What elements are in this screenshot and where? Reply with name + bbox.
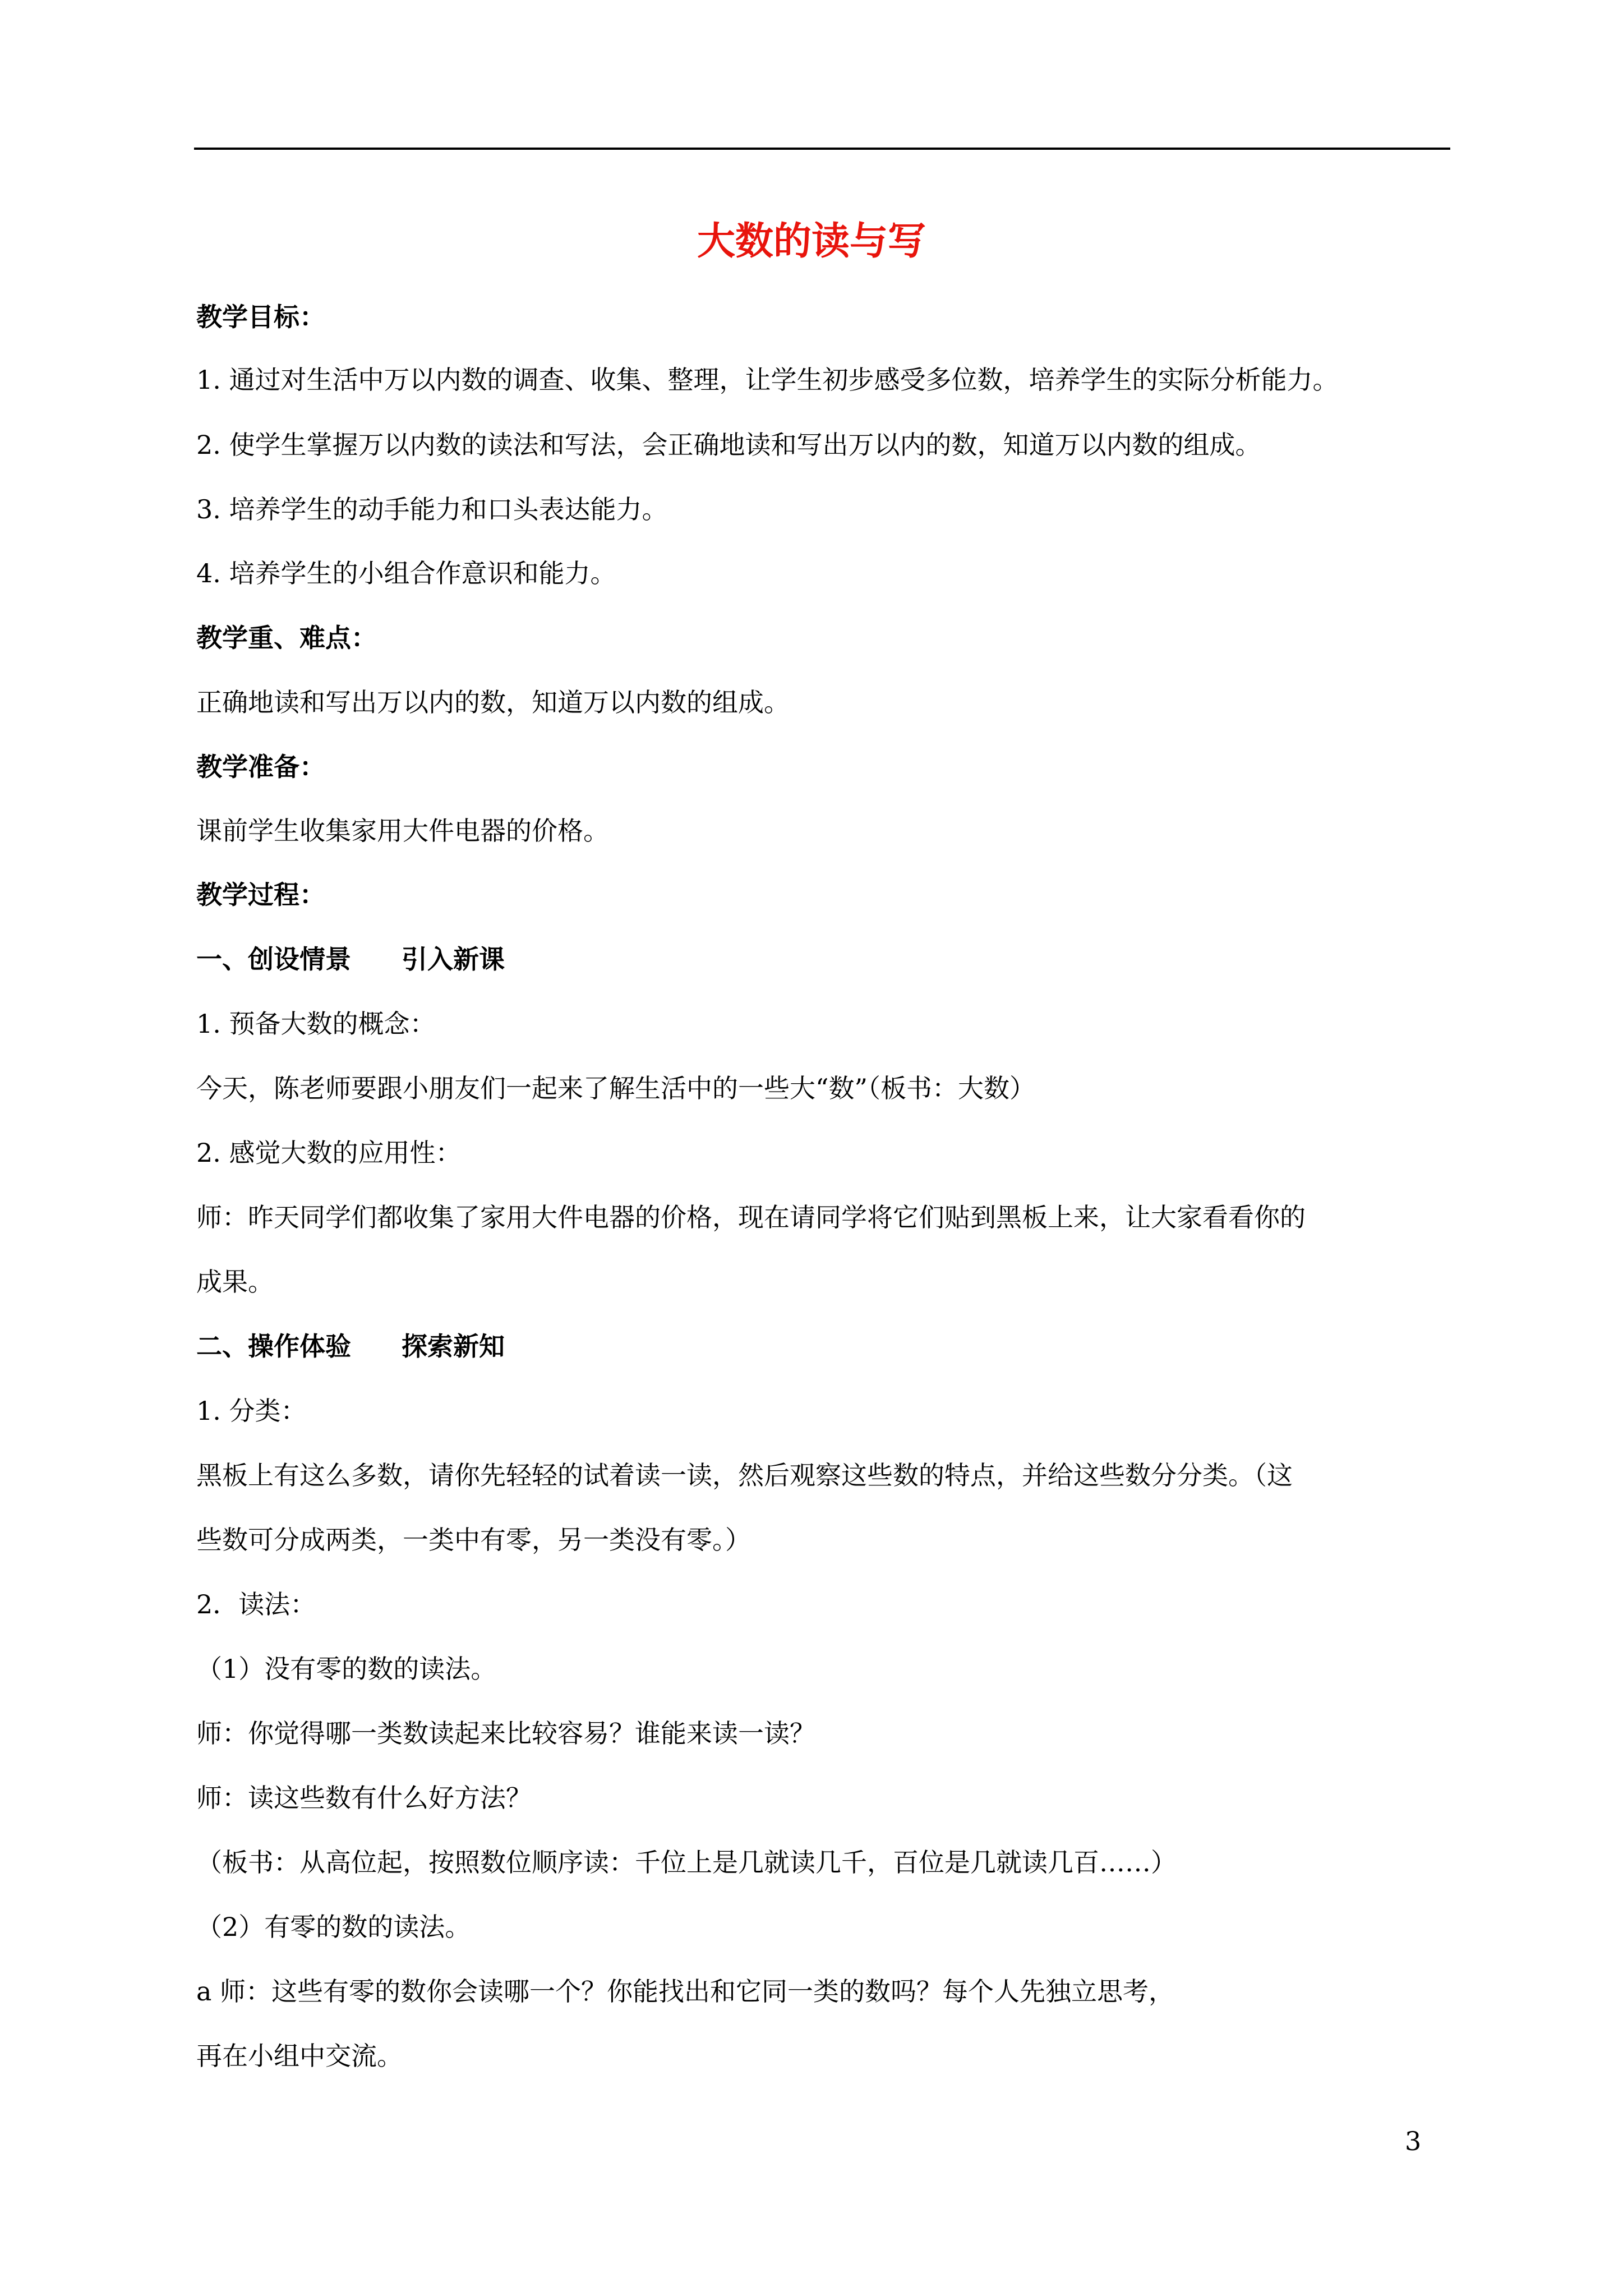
section2-sub2-a-cont: 再在小组中交流。 (196, 2041, 403, 2071)
page-number: 3 (1405, 2126, 1422, 2156)
section2-heading (196, 1327, 1453, 1366)
section2-sub2-a: a 师：这些有零的数你会读哪一个？你能找出和它同一类的数吗？每个人先独立思考， (196, 1976, 1175, 2007)
objective-item: 1. 通过对生活中万以内数的调查、收集、整理，让学生初步感受多位数，培养学生的实际分析能力。 (196, 365, 1339, 395)
key-points-text: 正确地读和写出万以内的数，知道万以内数的组成。 (196, 687, 790, 717)
preparation-heading: 教学准备： (196, 752, 325, 782)
document-title: 大数的读与写 (697, 219, 926, 264)
section1-item2: 2. 感觉大数的应用性： (196, 1138, 462, 1168)
section1-item1-text: 今天，陈老师要跟小朋友们一起来了解生活中的一些大“数”（板书：大数） (196, 1073, 1036, 1103)
section2-item1-text: 黑板上有这么多数，请你先轻轻的试着读一读，然后观察这些数的特点，并给这些数分分类。（这 (196, 1460, 1293, 1490)
section1-item2-text-cont: 成果。 (196, 1267, 274, 1297)
section2-heading-part1: 二、操作体验 (196, 1331, 351, 1361)
header-rule (194, 148, 1450, 150)
key-points-heading: 教学重、难点： (196, 623, 377, 653)
section1-item1: 1. 预备大数的概念： (196, 1009, 436, 1039)
section2-item1: 1. 分类： (196, 1396, 307, 1426)
section1-item2-text: 师：昨天同学们都收集了家用大件电器的价格，现在请同学将它们贴到黑板上来，让大家看看你的 (196, 1202, 1306, 1232)
section1-heading-part2: 引入新课 (402, 944, 505, 974)
section2-sub1-note: （板书：从高位起，按照数位顺序读：千位上是几就读几千，百位是几就读几百……） (196, 1847, 1177, 1878)
section2-sub1-question1: 师：你觉得哪一类数读起来比较容易？谁能来读一读？ (196, 1718, 815, 1749)
objective-item: 4. 培养学生的小组合作意识和能力。 (196, 558, 616, 588)
objective-item: 3. 培养学生的动手能力和口头表达能力。 (196, 494, 668, 524)
section2-sub2: （2）有零的数的读法。 (196, 1912, 471, 1942)
section1-heading (196, 940, 1453, 979)
section2-heading-part2: 探索新知 (402, 1331, 505, 1361)
process-heading: 教学过程： (196, 880, 325, 910)
section2-item1-text-cont: 些数可分成两类，一类中有零，另一类没有零。） (196, 1525, 751, 1555)
objectives-heading: 教学目标： (196, 302, 325, 332)
section2-sub1-question2: 师：读这些数有什么好方法？ (196, 1783, 532, 1813)
section1-heading-part1: 一、创设情景 (196, 944, 351, 974)
objective-item: 2. 使学生掌握万以内数的读法和写法，会正确地读和写出万以内的数，知道万以内数的组成。 (196, 430, 1261, 460)
section2-sub1: （1）没有零的数的读法。 (196, 1654, 497, 1684)
section2-item2: 2．读法： (196, 1589, 316, 1619)
preparation-text: 课前学生收集家用大件电器的价格。 (196, 816, 609, 846)
